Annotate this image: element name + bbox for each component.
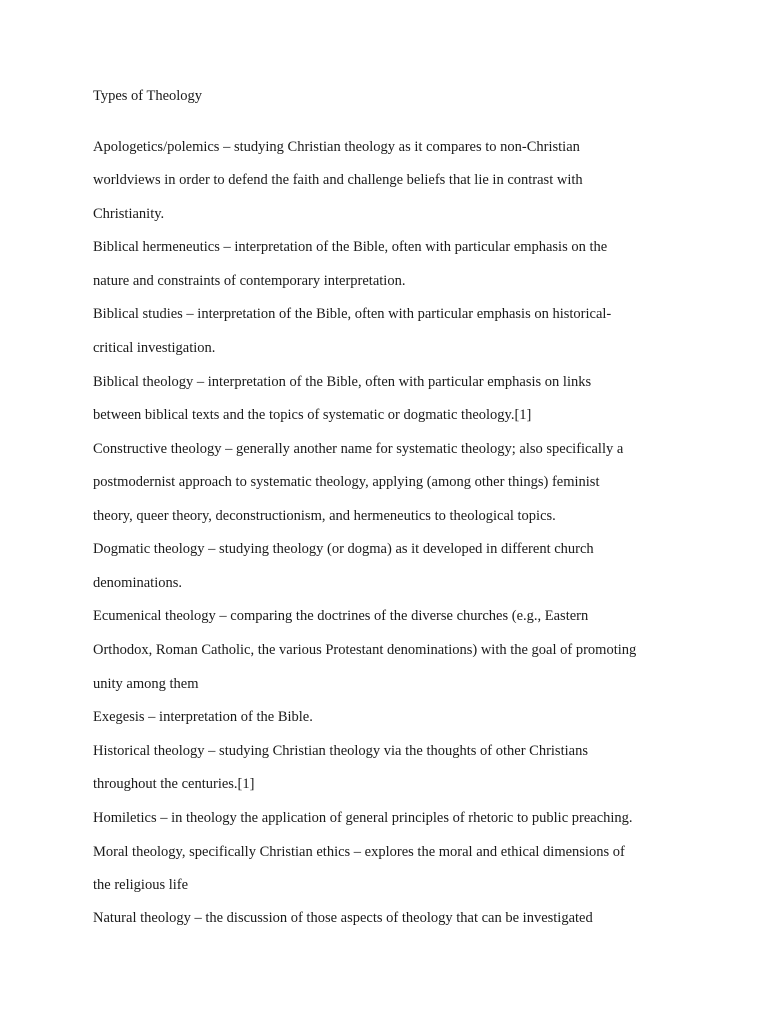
text-line: unity among them	[93, 676, 199, 692]
text-line: critical investigation.	[93, 340, 216, 356]
text-line: Biblical studies – interpretation of the Bible, often with particular emphasis on historical-	[93, 306, 612, 322]
text-line: the religious life	[93, 877, 189, 893]
text-line: Apologetics/polemics – studying Christian theology as it compares to non-Christian	[93, 139, 580, 155]
text-line: Orthodox, Roman Catholic, the various Protestant denominations) with the goal of promoting	[93, 642, 637, 658]
text-line: Moral theology, specifically Christian ethics – explores the moral and ethical dimensions of	[93, 844, 625, 860]
text-line: worldviews in order to defend the faith and challenge beliefs that lie in contrast with	[93, 172, 583, 188]
text-line: Biblical hermeneutics – interpretation of the Bible, often with particular emphasis on the	[93, 239, 608, 255]
text-line: Exegesis – interpretation of the Bible.	[93, 709, 313, 725]
text-line: throughout the centuries.[1]	[93, 776, 255, 792]
text-line: Constructive theology – generally another name for systematic theology; also specifically a	[93, 441, 624, 457]
document-title: Types of Theology	[93, 88, 203, 104]
text-line: denominations.	[93, 575, 183, 591]
text-line: Ecumenical theology – comparing the doctrines of the diverse churches (e.g., Eastern	[93, 608, 589, 624]
text-line: Dogmatic theology – studying theology (or dogma) as it developed in different church	[93, 541, 594, 557]
text-line: theory, queer theory, deconstructionism, and hermeneutics to theological topics.	[93, 508, 556, 524]
text-line: Biblical theology – interpretation of the Bible, often with particular emphasis on links	[93, 374, 592, 390]
text-line: Natural theology – the discussion of those aspects of theology that can be investigated	[93, 910, 593, 926]
text-line: postmodernist approach to systematic theology, applying (among other things) feminist	[93, 474, 600, 490]
text-line: nature and constraints of contemporary interpretation.	[93, 273, 406, 289]
text-line: Homiletics – in theology the application of general principles of rhetoric to public preaching.	[93, 810, 633, 826]
text-line: Historical theology – studying Christian theology via the thoughts of other Christians	[93, 743, 588, 759]
text-line: between biblical texts and the topics of systematic or dogmatic theology.[1]	[93, 407, 532, 423]
text-line: Christianity.	[93, 206, 165, 222]
